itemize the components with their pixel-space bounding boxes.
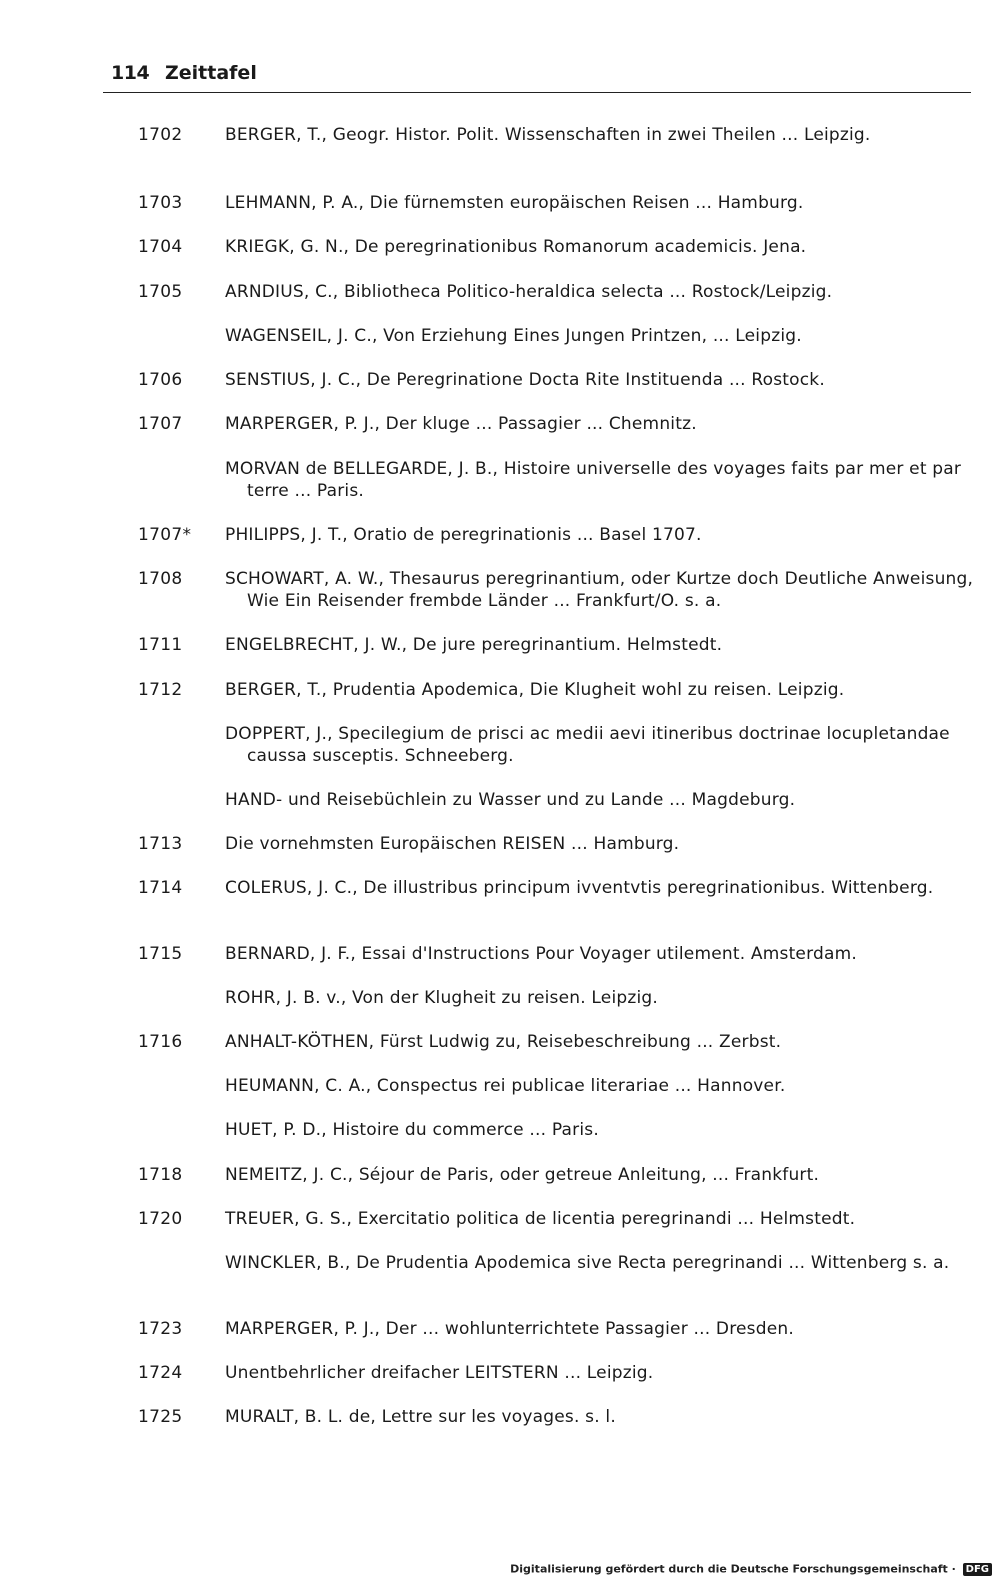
- entry-year: 1703: [138, 193, 183, 213]
- entry-text: ANHALT-KÖTHEN, Fürst Ludwig zu, Reisebeschreibung ... Zerbst.: [225, 1032, 782, 1052]
- entry-year: 1714: [138, 878, 183, 898]
- entry-text: BERNARD, J. F., Essai d'Instructions Pour Voyager utilement. Amsterdam.: [225, 944, 857, 964]
- entry-text: LEHMANN, P. A., Die fürnemsten europäischen Reisen ... Hamburg.: [225, 193, 804, 213]
- footer: [510, 1562, 992, 1576]
- entry-year: 1705: [138, 282, 183, 302]
- entry-year: 1708: [138, 569, 183, 589]
- entry-text: BERGER, T., Prudentia Apodemica, Die Klugheit wohl zu reisen. Leipzig.: [225, 680, 845, 700]
- entry-text: MORVAN de BELLEGARDE, J. B., Histoire universelle des voyages faits par mer et par terre ... Paris.: [225, 459, 962, 501]
- entry-year: 1713: [138, 834, 183, 854]
- entry-year: 1716: [138, 1032, 183, 1052]
- funding-notice: Digitalisierung gefördert durch die Deutsche Forschungsgemeinschaft ·: [510, 1562, 956, 1576]
- entry-text: HUET, P. D., Histoire du commerce ... Paris.: [225, 1120, 599, 1140]
- entry-year: 1720: [138, 1209, 183, 1229]
- entry-year: 1704: [138, 237, 183, 257]
- page-header: [103, 58, 971, 93]
- entry-year: 1715: [138, 944, 183, 964]
- entry-year: 1702: [138, 125, 183, 145]
- entry-text: HEUMANN, C. A., Conspectus rei publicae literariae ... Hannover.: [225, 1076, 786, 1096]
- entry-text: MARPERGER, P. J., Der kluge ... Passagier ... Chemnitz.: [225, 414, 697, 434]
- entry-text: ARNDIUS, C., Bibliotheca Politico-heraldica selecta ... Rostock/Leipzig.: [225, 282, 833, 302]
- entry-text: SENSTIUS, J. C., De Peregrinatione Docta Rite Instituenda ... Rostock.: [225, 370, 825, 390]
- entry-text: WAGENSEIL, J. C., Von Erziehung Eines Jungen Printzen, ... Leipzig.: [225, 326, 802, 346]
- entry-text: BERGER, T., Geogr. Histor. Polit. Wissenschaften in zwei Theilen ... Leipzig.: [225, 125, 871, 145]
- entry-text: SCHOWART, A. W., Thesaurus peregrinantium, oder Kurtze doch Deutliche Anweisung, Wie Ein Reisender frembde Länder ... Frankfurt/O. s. a.: [225, 569, 974, 611]
- entry-text: MARPERGER, P. J., Der ... wohlunterrichtete Passagier ... Dresden.: [225, 1319, 794, 1339]
- entry-text: TREUER, G. S., Exercitatio politica de licentia peregrinandi ... Helmstedt.: [225, 1209, 856, 1229]
- entry-text: COLERUS, J. C., De illustribus principum ivventvtis peregrinationibus. Wittenberg.: [225, 878, 934, 898]
- entry-text: ROHR, J. B. v., Von der Klugheit zu reisen. Leipzig.: [225, 988, 659, 1008]
- dfg-logo-icon: DFG: [963, 1563, 992, 1576]
- entry-year: 1707: [138, 414, 183, 434]
- entry-text: WINCKLER, B., De Prudentia Apodemica sive Recta peregrinandi ... Wittenberg s. a.: [225, 1253, 950, 1273]
- entry-text: PHILIPPS, J. T., Oratio de peregrinationis ... Basel 1707.: [225, 525, 702, 545]
- entry-text: ENGELBRECHT, J. W., De jure peregrinantium. Helmstedt.: [225, 635, 723, 655]
- entry-year: 1711: [138, 635, 183, 655]
- page-title: Zeittafel: [165, 62, 257, 84]
- entry-text: Die vornehmsten Europäischen REISEN ... Hamburg.: [225, 834, 680, 854]
- entry-text: HAND- und Reisebüchlein zu Wasser und zu Lande ... Magdeburg.: [225, 790, 796, 810]
- entry-text: MURALT, B. L. de, Lettre sur les voyages. s. l.: [225, 1407, 616, 1427]
- entry-year: 1712: [138, 680, 183, 700]
- entry-text: DOPPERT, J., Specilegium de prisci ac medii aevi itineribus doctrinae locupletandae caussa susceptis. Schneeberg.: [225, 724, 950, 766]
- entry-year: 1706: [138, 370, 183, 390]
- entry-text: KRIEGK, G. N., De peregrinationibus Romanorum academicis. Jena.: [225, 237, 807, 257]
- entry-year: 1718: [138, 1165, 183, 1185]
- entry-year: 1723: [138, 1319, 183, 1339]
- entry-year: 1724: [138, 1363, 183, 1383]
- page-number: 114: [111, 62, 150, 84]
- entry-year: 1707*: [138, 525, 192, 545]
- entry-text: NEMEITZ, J. C., Séjour de Paris, oder getreue Anleitung, ... Frankfurt.: [225, 1165, 820, 1185]
- entry-year: 1725: [138, 1407, 183, 1427]
- entry-text: Unentbehrlicher dreifacher LEITSTERN ... Leipzig.: [225, 1363, 654, 1383]
